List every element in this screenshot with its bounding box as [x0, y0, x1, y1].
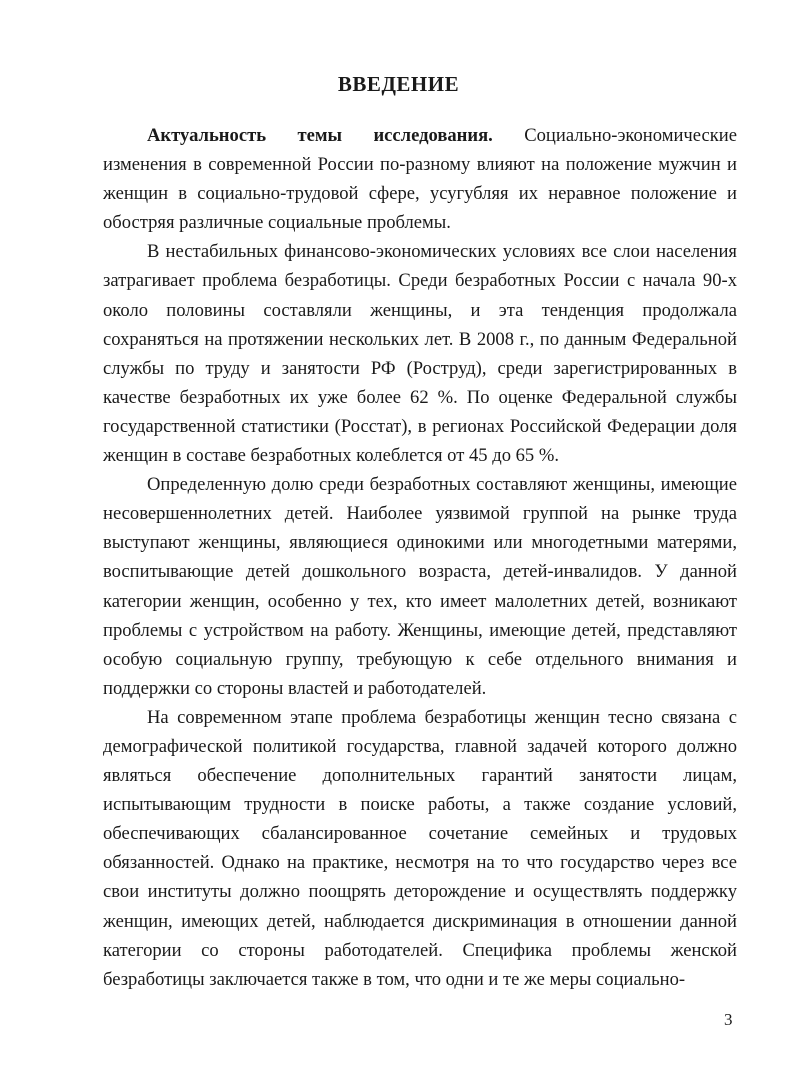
paragraph-text: Социально-экономические изменения в современной России по-разному влияют на положение мужчин и женщин в социально-трудовой сфере, усугубляя их неравное положение и обостряя различные социальные проблемы. — [103, 125, 737, 234]
page-number: 3 — [724, 1010, 733, 1029]
page-title: ВВЕДЕНИЕ — [337, 72, 460, 96]
paragraph-unemployment: В нестабильных финансово-экономических условиях все слои населения затрагивает проблема безработицы. Среди безработных России с начала 90-х около половины составляли женщины, и эта тенденция продолжала сохраняться на протяжении нескольких лет. В 2008 г., по данным Федеральной службы по труду и занятости РФ (Роструд), среди зарегистрированных в качестве безработных их уже более 62 %. По оценке Федеральной службы государственной статистики (Росстат), в регионах Российской Федерации доля женщин в составе безработных колеблется от 45 до 65 %. — [103, 241, 737, 467]
paragraph-women-with-children: Определенную долю среди безработных составляют женщины, имеющие несовершеннолетних детей. Наиболее уязвимой группой на рынке труда выступают женщины, являющиеся одинокими или многодетными матерями, воспитывающие детей дошкольного возраста, детей-инвалидов. У данной категории женщин, особенно у тех, кто имеет малолетних детей, возникают проблемы с устройством на работу. Женщины, имеющие детей, представляют особую социальную группу, требующую к себе отдельного внимания и поддержки со стороны властей и работодателей. — [103, 474, 737, 699]
paragraph-relevance — [103, 121, 737, 237]
body-text — [103, 121, 737, 994]
paragraph-lead: Актуальность темы исследования. — [147, 125, 493, 146]
paragraph-demographic-policy: На современном этапе проблема безработицы женщин тесно связана с демографической политикой государства, главной задачей которого должно являться обеспечение дополнительных гарантий занятости лицам, испытывающим трудности в поиске работы, а также создание условий, обеспечивающих сбалансированное сочетание семейных и трудовых обязанностей. Однако на практике, несмотря на то что государство через все свои институты должно поощрять деторождение и осуществлять поддержку женщин, имеющих детей, наблюдается дискриминация в отношении данной категории со стороны работодателей. Специфика проблемы женской безработицы заключается также в том, что одни и те же меры социально- — [103, 706, 737, 990]
